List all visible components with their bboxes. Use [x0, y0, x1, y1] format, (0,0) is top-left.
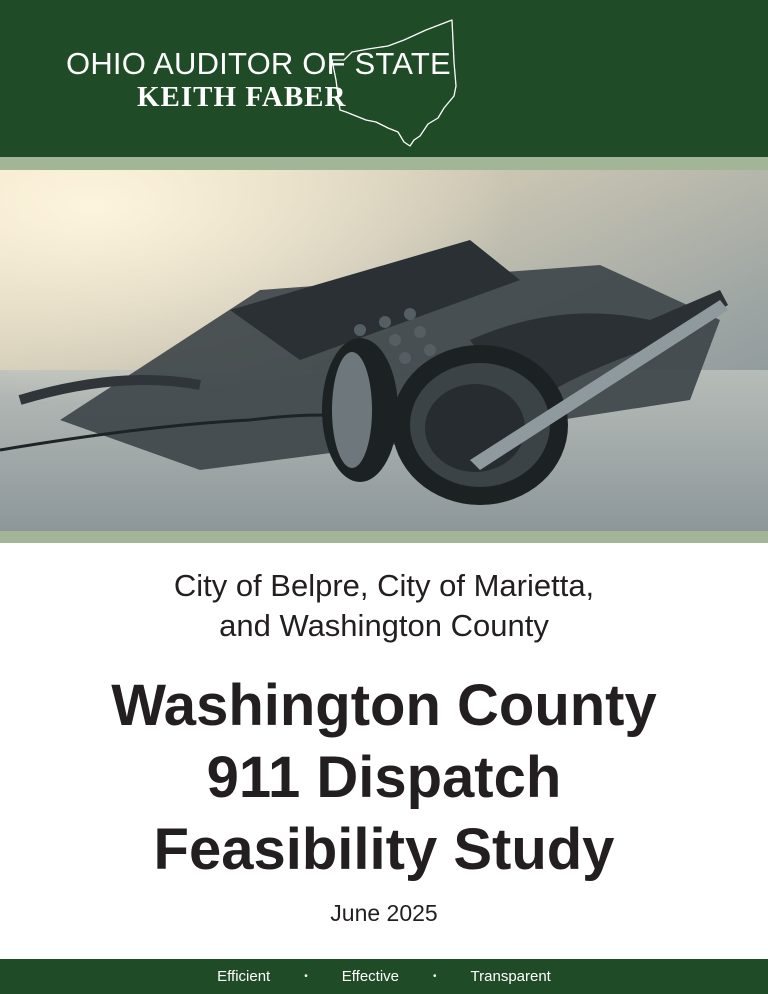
footer-value-transparent: Transparent [470, 968, 551, 985]
footer-banner [0, 959, 768, 994]
footer-value-efficient: Efficient [217, 968, 271, 985]
header-divider-band [0, 157, 768, 170]
auditor-office-name: OHIO AUDITOR OF STATE [66, 46, 451, 81]
header-banner [0, 0, 768, 157]
report-title [0, 670, 768, 886]
footer-value-effective: Effective [341, 968, 400, 985]
report-title-line3: Feasibility Study [153, 817, 615, 882]
photo-divider-band [0, 531, 768, 543]
report-entities-line2: and Washington County [219, 608, 549, 643]
cover-photo-phone-headset [0, 170, 768, 531]
report-title-line1: Washington County [111, 673, 657, 738]
report-title-line2: 911 Dispatch [206, 745, 562, 810]
report-date: June 2025 [330, 900, 438, 926]
report-entities-line1: City of Belpre, City of Marietta, [173, 568, 595, 603]
footer-separator-2: • [433, 971, 437, 982]
footer-separator-1: • [304, 971, 308, 982]
ohio-state-outline-icon [330, 16, 460, 148]
report-entities [0, 566, 768, 646]
auditor-name: KEITH FABER [137, 81, 347, 113]
